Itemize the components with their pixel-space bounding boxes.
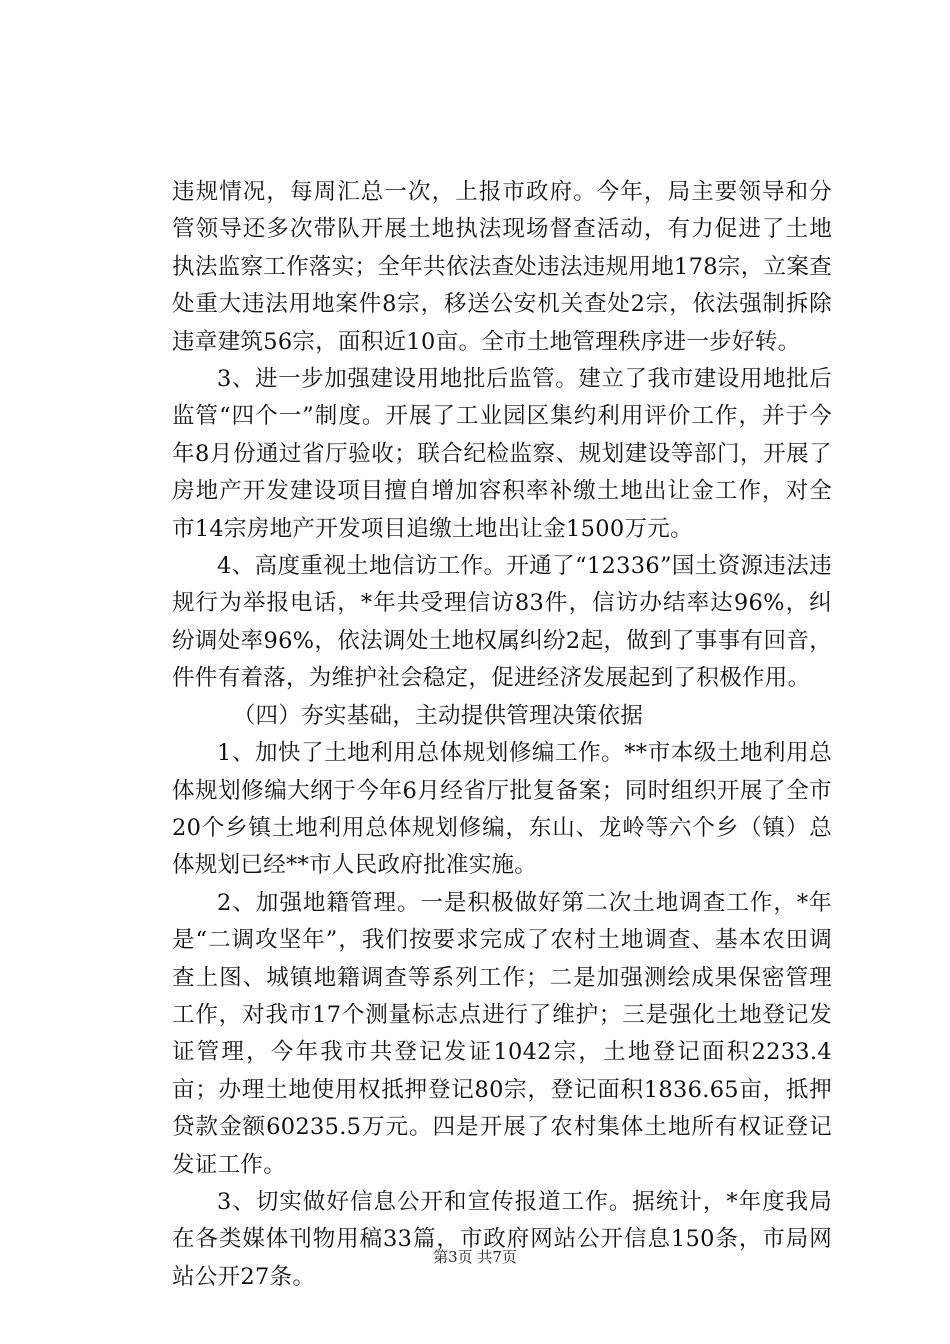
paragraph-item-2-cadastral: 2、加强地籍管理。一是积极做好第二次土地调查工作，*年是“二调攻坚年”，我们按要求完成了农村土地调查、基本农田调查上图、城镇地籍调查等系列工作；二是加强测绘成果保密管理工作，对我市17个测量标志点进行了维护；三是强化土地登记发证管理，今年我市共登记发证1042宗，土地登记面积2233.4亩；办理土地使用权抵押登记80宗，登记面积1836.65亩，抵押贷款金额60235.5万元。四是开展了农村集体土地所有权证登记发证工作。 (172, 889, 832, 1178)
paragraph-item-3-publicity: 3、切实做好信息公开和宣传报道工作。据统计，*年度我局在各类媒体刊物用稿33篇，市政府网站公开信息150条，市局网站公开27条。 (172, 1188, 832, 1290)
document-body (172, 174, 832, 1296)
section-heading-4: （四）夯实基础，主动提供管理决策依据 (232, 702, 644, 729)
page-footer: 第3页 共7页 (433, 1248, 517, 1266)
paragraph-item-1-planning: 1、加快了土地利用总体规划修编工作。**市本级土地利用总体规划修编大纲于今年6月经省厅批复备案；同时组织开展了全市20个乡镇土地利用总体规划修编，东山、龙岭等六个乡（镇）总体规划已经**市人民政府批准实施。 (172, 740, 832, 879)
paragraph-item-4-petition: 4、高度重视土地信访工作。开通了“12336”国土资源违法违规行为举报电话，*年共受理信访83件，信访办结率达96%，纠纷调处率96%，依法调处土地权属纠纷2起，做到了事事有回音，件件有着落，为维护社会稳定，促进经济发展起到了积极作用。 (172, 553, 832, 692)
paragraph-item-3-supervision: 3、进一步加强建设用地批后监管。建立了我市建设用地批后监管“四个一”制度。开展了工业园区集约利用评价工作，并于今年8月份通过省厅验收；联合纪检监察、规划建设等部门，开展了房地产开发建设项目擅自增加容积率补缴土地出让金工作，对全市14宗房地产开发项目追缴土地出让金1500万元。 (172, 366, 832, 542)
paragraph-continuation: 违规情况，每周汇总一次，上报市政府。今年，局主要领导和分管领导还多次带队开展土地执法现场督查活动，有力促进了土地执法监察工作落实；全年共依法查处违法违规用地178宗，立案查处重大违法用地案件8宗，移送公安机关查处2宗，依法强制拆除违章建筑56宗，面积近10亩。全市土地管理秩序进一步好转。 (172, 179, 832, 355)
